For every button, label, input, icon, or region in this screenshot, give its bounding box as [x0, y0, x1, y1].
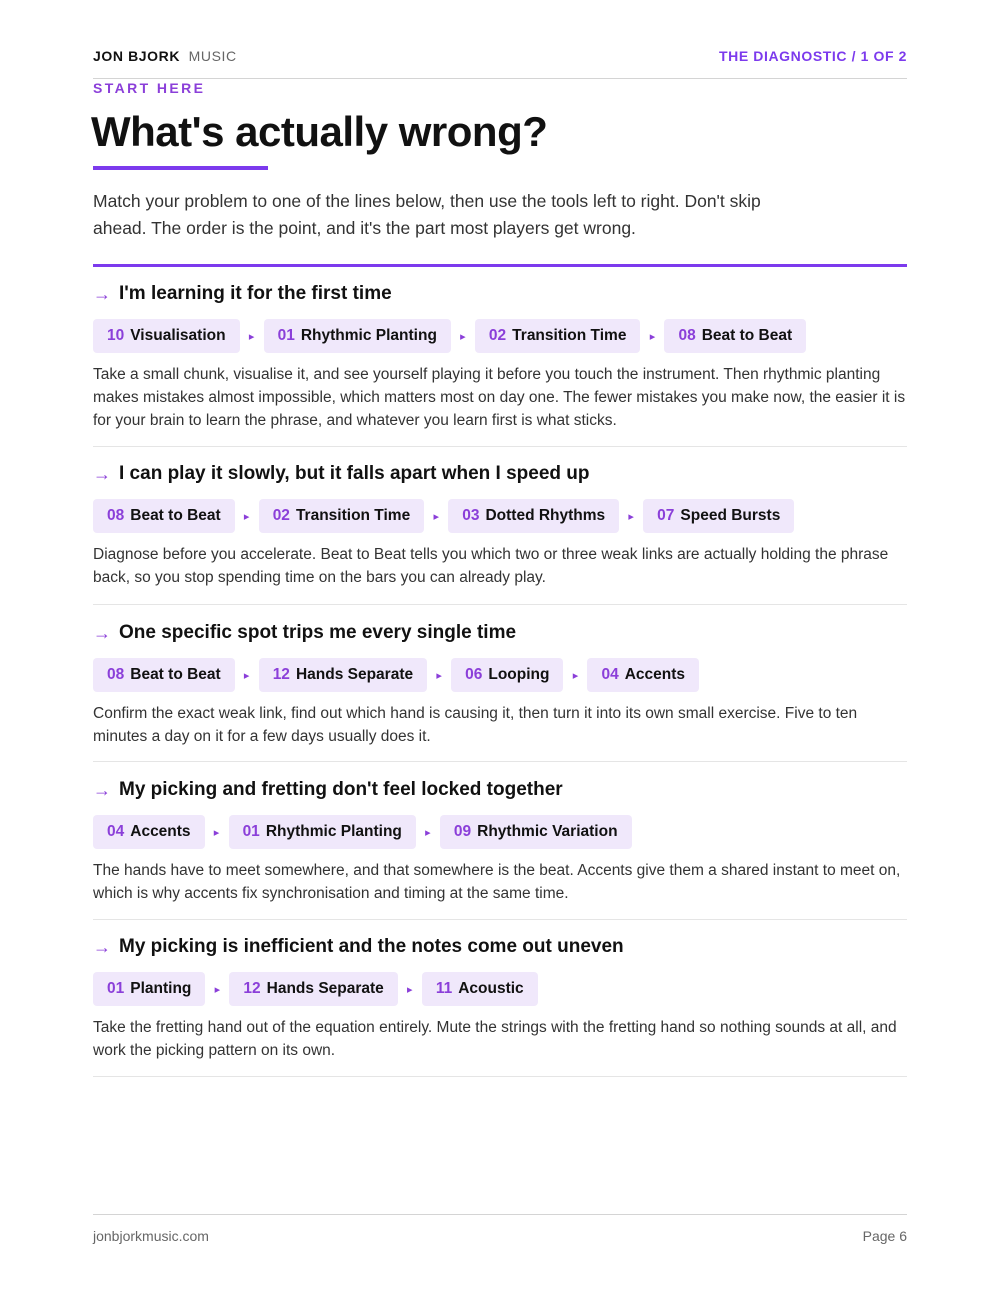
tool-number: 12	[243, 980, 261, 997]
tool-chip	[93, 499, 235, 533]
tool-chip	[587, 658, 699, 692]
diagnostic-section	[93, 777, 907, 920]
tool-chip	[643, 499, 794, 533]
diagnostic-section	[93, 934, 907, 1077]
tool-sequence	[93, 319, 907, 353]
diagnostic-section	[93, 620, 907, 762]
section-heading	[93, 934, 907, 960]
brand-subtitle: MUSIC	[188, 48, 237, 64]
tool-label: Rhythmic Variation	[477, 823, 618, 840]
arrow-right-icon: →	[93, 463, 111, 484]
tool-sequence	[93, 815, 907, 849]
play-arrow-icon: ▸	[243, 669, 250, 682]
tool-label: Beat to Beat	[130, 666, 221, 683]
arrow-right-icon: →	[93, 283, 111, 304]
tool-label: Beat to Beat	[701, 327, 793, 344]
tool-label: Rhythmic Planting	[300, 327, 437, 344]
play-arrow-icon: ▸	[436, 669, 442, 682]
tool-chip	[664, 319, 806, 353]
section-description: Take a small chunk, visualise it, and see yourself playing it before you touch the instrument. Then rhythmic planting makes mistakes almost impossible, which matters most on day one. The fewer mistakes you make now, the easier it is for your brain to learn the phrase, and whatever you learn first is what sticks.	[93, 366, 906, 429]
tool-number: 01	[277, 327, 295, 344]
tool-label: Hands Separate	[295, 666, 414, 683]
section-heading	[93, 281, 907, 307]
tool-label: Visualisation	[130, 327, 226, 344]
section-title: One specific spot trips me every single time	[119, 622, 517, 643]
section-heading	[93, 461, 907, 487]
tool-label: Hands Separate	[266, 980, 384, 997]
eyebrow-label: START HERE	[93, 80, 206, 96]
tool-label: Speed Bursts	[680, 507, 781, 524]
play-arrow-icon: ▸	[248, 330, 255, 343]
page-title: What's actually wrong?	[91, 108, 548, 155]
tool-label: Acoustic	[458, 980, 524, 997]
footer-site: jonbjorkmusic.com	[93, 1228, 209, 1244]
tool-number: 02	[488, 327, 507, 344]
tool-label: Accents	[130, 823, 191, 840]
play-arrow-icon: ▸	[407, 983, 413, 996]
tool-number: 04	[601, 666, 619, 683]
tool-chip	[93, 972, 205, 1006]
tool-chip	[259, 658, 427, 692]
play-arrow-icon: ▸	[433, 510, 439, 523]
tool-label: Rhythmic Planting	[265, 823, 402, 840]
tool-number: 06	[465, 666, 483, 683]
diagnostic-section	[93, 461, 907, 605]
tool-number: 08	[678, 327, 696, 344]
tool-number: 08	[107, 666, 125, 683]
section-title: I can play it slowly, but it falls apart when I speed up	[119, 463, 590, 484]
tool-number: 10	[107, 327, 125, 344]
tool-number: 07	[657, 507, 675, 524]
section-heading	[93, 620, 907, 646]
tool-sequence	[93, 658, 907, 692]
tool-number: 12	[272, 666, 290, 683]
tool-chip	[229, 972, 397, 1006]
brand	[93, 48, 237, 64]
tool-number: 09	[453, 823, 472, 840]
play-arrow-icon: ▸	[460, 330, 466, 343]
section-description: Confirm the exact weak link, find out which hand is causing it, then turn it into its own small exercise. Five to ten minutes a day on it for a few days usually does it.	[93, 705, 858, 745]
tool-number: 03	[462, 507, 480, 524]
play-arrow-icon: ▸	[214, 983, 221, 996]
section-description: Diagnose before you accelerate. Beat to Beat tells you which two or three weak links are actually holding the phrase back, so you stop spending time on the bars you can already play.	[93, 546, 889, 586]
tool-chip	[93, 658, 235, 692]
tool-chip	[451, 658, 563, 692]
diagnostic-section	[93, 281, 907, 447]
tool-label: Dotted Rhythms	[485, 507, 606, 524]
tool-label: Transition Time	[295, 507, 411, 524]
page-marker: THE DIAGNOSTIC / 1 OF 2	[718, 48, 907, 64]
page-footer	[93, 1214, 907, 1246]
tool-chip	[448, 499, 619, 533]
tool-number: 01	[107, 980, 125, 997]
arrow-right-icon: →	[93, 936, 111, 957]
tool-number: 11	[435, 980, 453, 997]
page-header	[93, 47, 907, 79]
arrow-right-icon: →	[93, 779, 111, 800]
tool-chip	[93, 815, 205, 849]
tool-sequence	[93, 972, 907, 1006]
tool-chip	[259, 499, 425, 533]
tool-number: 01	[242, 823, 260, 840]
tool-number: 08	[107, 507, 125, 524]
tool-chip	[475, 319, 641, 353]
tool-label: Accents	[624, 666, 686, 683]
section-divider	[93, 264, 907, 267]
intro-paragraph: Match your problem to one of the lines below, then use the tools left to right. Don't skip ahead. The order is the point, and it's the part most players get wrong.	[93, 191, 761, 238]
footer-page-number: Page 6	[862, 1228, 907, 1244]
section-title: I'm learning it for the first time	[119, 283, 392, 304]
arrow-right-icon: →	[93, 622, 111, 643]
tool-chip	[440, 815, 632, 849]
tool-chip	[229, 815, 416, 849]
play-arrow-icon: ▸	[425, 826, 431, 839]
play-arrow-icon: ▸	[649, 330, 656, 343]
tool-label: Beat to Beat	[130, 507, 221, 524]
play-arrow-icon: ▸	[243, 510, 250, 523]
section-title: My picking is inefficient and the notes come out uneven	[119, 936, 624, 957]
play-arrow-icon: ▸	[572, 669, 579, 682]
tool-number: 04	[107, 823, 125, 840]
tool-chip	[422, 972, 538, 1006]
play-arrow-icon: ▸	[628, 510, 634, 523]
brand-name: JON BJORK	[93, 48, 181, 64]
section-title: My picking and fretting don't feel locked together	[119, 779, 563, 800]
tool-label: Looping	[488, 666, 550, 683]
section-description: Take the fretting hand out of the equation entirely. Mute the strings with the fretting hand so nothing sounds at all, and work the picking pattern on its own.	[93, 1019, 897, 1059]
section-heading	[93, 777, 907, 803]
tool-sequence	[93, 499, 907, 533]
tool-label: Transition Time	[512, 327, 627, 344]
tool-chip	[264, 319, 451, 353]
title-underline	[93, 166, 268, 170]
tool-chip	[93, 319, 240, 353]
tool-number: 02	[272, 507, 290, 524]
play-arrow-icon: ▸	[213, 826, 220, 839]
tool-label: Planting	[130, 980, 192, 997]
section-description: The hands have to meet somewhere, and that somewhere is the beat. Accents give them a shared instant to meet on, which is why accents fix synchronisation and timing at the same time.	[93, 862, 901, 902]
